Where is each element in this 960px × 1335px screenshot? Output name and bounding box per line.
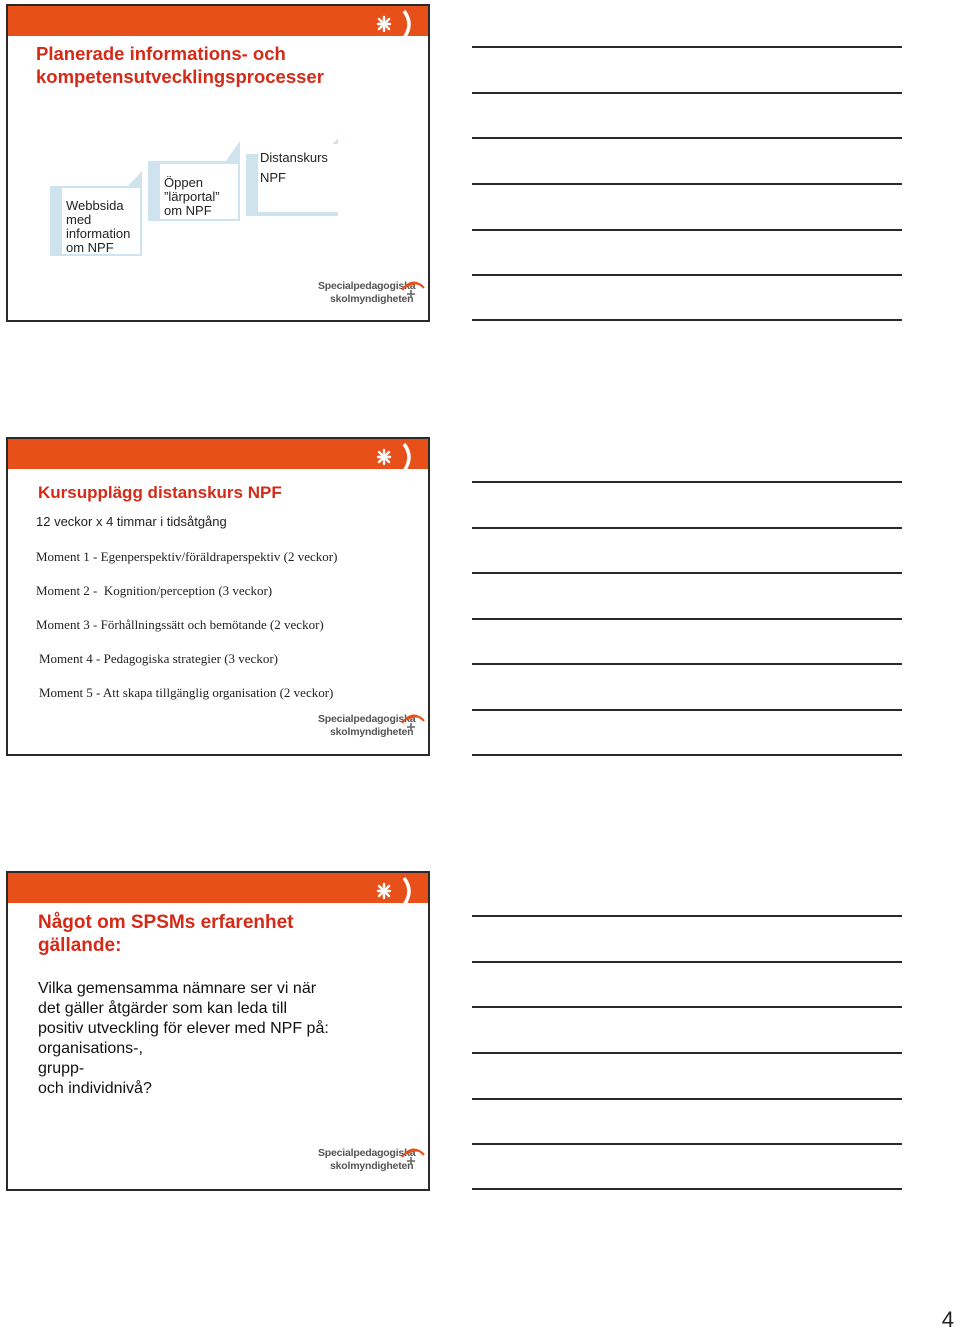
step-label-1: Webbsida med information om NPF	[66, 198, 131, 255]
slide-3	[6, 871, 430, 1191]
moment-2: Moment 2 - Kognition/perception (3 veckor)	[36, 583, 273, 598]
moment-1: Moment 1 - Egenperspektiv/föräldraperspektiv (2 veckor)	[36, 549, 338, 564]
slide-title: Kursupplägg distanskurs NPF	[38, 483, 282, 502]
slide-header-bar	[8, 873, 428, 903]
logo-swirl-icon	[398, 276, 428, 306]
slide-body: Vilka gemensamma nämnare ser vi när det gäller åtgärder som kan leda till positiv utveckling för elever med NPF på: organisations-, grupp- och individnivå?	[38, 980, 329, 1097]
moment-3: Moment 3 - Förhållningssätt och bemötande (2 veckor)	[36, 617, 324, 632]
spsm-logo: Specialpedagogiska skolmyndigheten	[318, 1143, 428, 1177]
slide-header-bar	[8, 6, 428, 36]
brand-star-icon	[370, 874, 422, 908]
step-label-2: Öppen ”lärportal” om NPF	[164, 175, 220, 218]
brand-star-icon	[370, 7, 422, 41]
slide-1	[6, 4, 430, 322]
page-number: 4	[941, 1307, 954, 1332]
slide-header-bar	[8, 439, 428, 469]
brand-star-icon	[370, 440, 422, 474]
spsm-logo: Specialpedagogiska skolmyndigheten	[318, 276, 428, 310]
slide-title: Planerade informations- och kompetensutvecklingsprocesser	[36, 43, 324, 87]
logo-swirl-icon	[398, 709, 428, 739]
step-label-3: Distanskurs NPF	[260, 150, 328, 185]
logo-swirl-icon	[398, 1143, 428, 1173]
spsm-logo: Specialpedagogiska skolmyndigheten	[318, 709, 428, 743]
slide-2	[6, 437, 430, 756]
moment-4: Moment 4 - Pedagogiska strategier (3 veckor)	[39, 651, 278, 666]
slide-title: Något om SPSMs erfarenhet gällande:	[38, 912, 294, 956]
slide-intro: 12 veckor x 4 timmar i tidsåtgång	[36, 514, 227, 529]
moment-5: Moment 5 - Att skapa tillgänglig organisation (2 veckor)	[39, 685, 334, 700]
